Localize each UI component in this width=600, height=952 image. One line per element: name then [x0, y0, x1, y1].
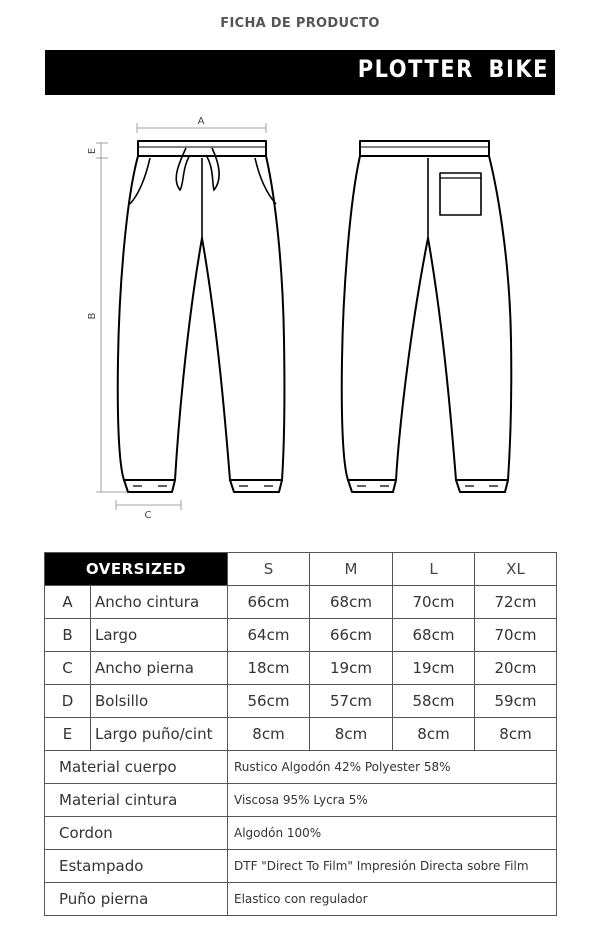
row-value: 56cm: [228, 685, 310, 718]
row-value: 70cm: [475, 619, 557, 652]
technical-drawing: [0, 105, 600, 525]
material-name: Material cuerpo: [45, 751, 228, 784]
material-row: [45, 784, 557, 817]
dimension-label-a: A: [197, 116, 205, 127]
material-value: Algodón 100%: [228, 817, 557, 850]
material-name: Puño pierna: [45, 883, 228, 916]
pants-back-view: [342, 141, 512, 492]
row-letter: E: [45, 718, 91, 751]
row-value: 19cm: [310, 652, 393, 685]
material-value: Rustico Algodón 42% Polyester 58%: [228, 751, 557, 784]
material-name: Cordon: [45, 817, 228, 850]
row-value: 8cm: [393, 718, 475, 751]
material-value: Viscosa 95% Lycra 5%: [228, 784, 557, 817]
row-value: 18cm: [228, 652, 310, 685]
row-letter: C: [45, 652, 91, 685]
row-value: 59cm: [475, 685, 557, 718]
pants-front-view: [118, 141, 285, 492]
row-value: 8cm: [475, 718, 557, 751]
measurement-row: [45, 619, 557, 652]
row-name: Ancho pierna: [91, 652, 228, 685]
row-name: Bolsillo: [91, 685, 228, 718]
row-value: 70cm: [393, 586, 475, 619]
dimension-label-b: B: [87, 312, 98, 320]
material-name: Estampado: [45, 850, 228, 883]
row-value: 72cm: [475, 586, 557, 619]
row-value: 8cm: [228, 718, 310, 751]
size-label: M: [310, 553, 393, 586]
fit-label: OVERSIZED: [45, 553, 228, 586]
page-header-label: FICHA DE PRODUCTO: [220, 16, 380, 31]
size-label: XL: [475, 553, 557, 586]
row-name: Largo puño/cint: [91, 718, 228, 751]
row-value: 58cm: [393, 685, 475, 718]
material-value: DTF "Direct To Film" Impresión Directa sobre Film: [228, 850, 557, 883]
material-row: [45, 751, 557, 784]
material-name: Material cintura: [45, 784, 228, 817]
row-value: 8cm: [310, 718, 393, 751]
row-letter: D: [45, 685, 91, 718]
row-letter: A: [45, 586, 91, 619]
measurement-row: [45, 718, 557, 751]
dimension-label-c: C: [144, 510, 152, 521]
row-value: 64cm: [228, 619, 310, 652]
row-value: 66cm: [310, 619, 393, 652]
product-title: PLOTTER BIKE: [357, 55, 549, 83]
size-label: L: [393, 553, 475, 586]
row-value: 19cm: [393, 652, 475, 685]
measurement-row: [45, 652, 557, 685]
material-row: [45, 817, 557, 850]
row-value: 20cm: [475, 652, 557, 685]
row-value: 68cm: [310, 586, 393, 619]
material-value: Elastico con regulador: [228, 883, 557, 916]
row-value: 68cm: [393, 619, 475, 652]
row-value: 57cm: [310, 685, 393, 718]
measurement-row: [45, 685, 557, 718]
size-chart-table: [44, 552, 557, 916]
size-label: S: [228, 553, 310, 586]
title-bar: [45, 50, 555, 95]
material-row: [45, 883, 557, 916]
dimension-label-e: E: [87, 147, 98, 155]
measurement-row: [45, 586, 557, 619]
size-header-row: [45, 553, 557, 586]
row-name: Ancho cintura: [91, 586, 228, 619]
row-name: Largo: [91, 619, 228, 652]
row-value: 66cm: [228, 586, 310, 619]
material-row: [45, 850, 557, 883]
row-letter: B: [45, 619, 91, 652]
